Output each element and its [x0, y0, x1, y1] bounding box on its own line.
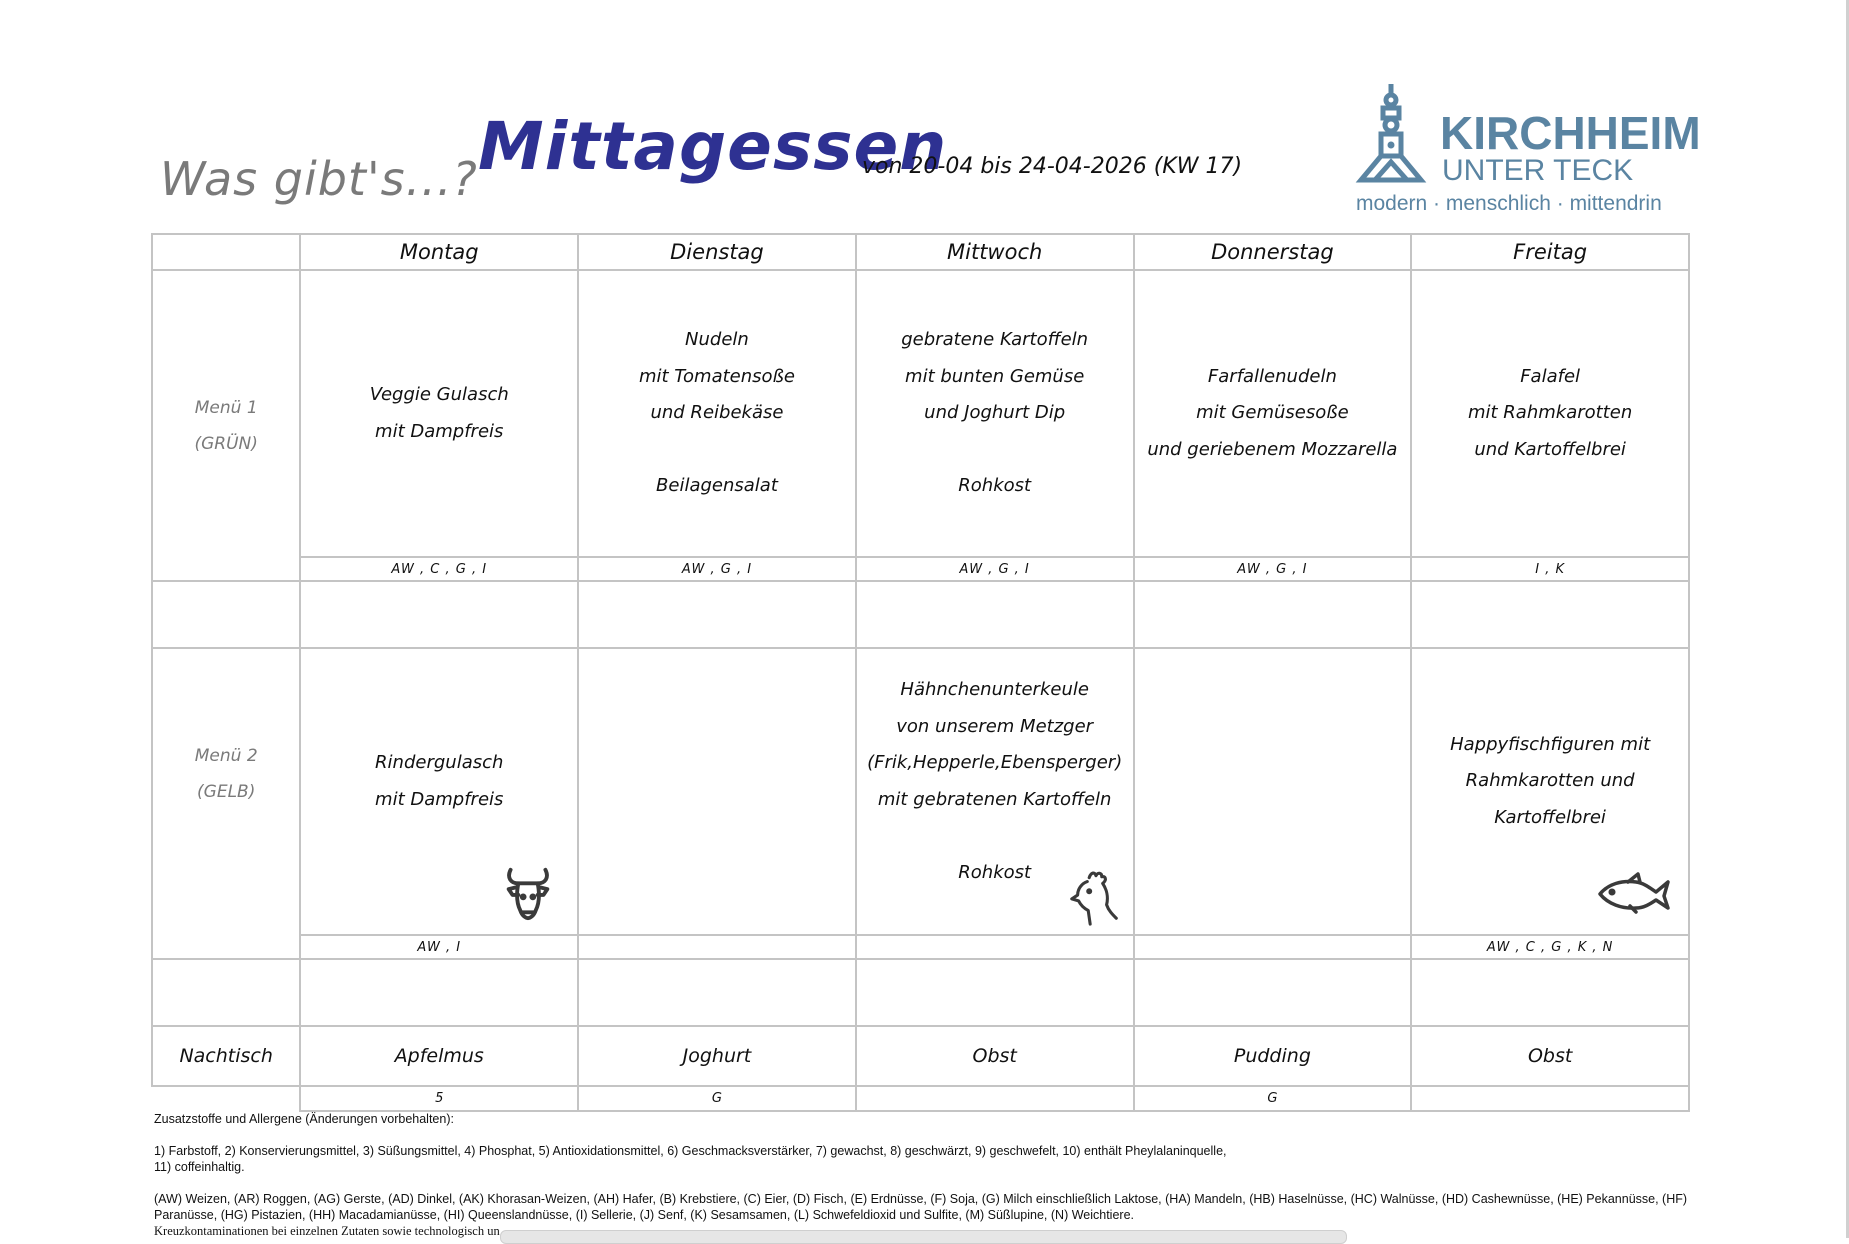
day-header-dienstag: Dienstag	[578, 234, 856, 270]
fish-icon	[1596, 872, 1672, 914]
logo-unter-teck: UNTER TECK	[1442, 154, 1634, 187]
allergens-donnerstag	[1134, 935, 1412, 959]
dish-line: mit Rahmkarotten	[1467, 402, 1633, 424]
dessert-mittwoch: Obst	[856, 1026, 1134, 1086]
page-title: Mittagessen	[478, 108, 948, 185]
weekly-menu-table	[151, 233, 1690, 1112]
dessert-label: Nachtisch	[152, 1026, 300, 1086]
dish-line: von unserem Metzger	[896, 715, 1094, 737]
empty-cell	[152, 1086, 300, 1111]
menu1-row	[152, 270, 1689, 557]
dessert-donnerstag: Pudding	[1134, 1026, 1412, 1086]
menu2-montag	[300, 648, 578, 935]
dessert-allergen-row	[152, 1086, 1689, 1111]
menu1-allergen-row	[152, 557, 1689, 581]
dish-line: Happyfischfiguren mit	[1450, 733, 1651, 755]
dish-line: Hähnchenunterkeule	[900, 679, 1089, 700]
side-dish: Rohkost	[958, 861, 1032, 883]
additives-line-1: 1) Farbstoff, 2) Konservierungsmittel, 3) Süßungsmittel, 4) Phosphat, 5) Antioxidationsmittel, 6) Geschmacksverstärker, 7) gewachst, 8) geschwärzt, 9) geschwefelt, 10) enthält Pheylalaninquelle,	[154, 1144, 1227, 1158]
spacer-cell	[578, 959, 856, 1026]
dish-line: mit Dampfreis	[375, 420, 504, 442]
spacer-cell	[578, 581, 856, 648]
dessert-montag: Apfelmus	[300, 1026, 578, 1086]
allergens-donnerstag: AW , G , I	[1134, 557, 1412, 581]
dessert-row	[152, 1026, 1689, 1086]
logo-kirchheim: KIRCHHEIM	[1440, 107, 1701, 159]
dish-line: und geriebenem Mozzarella	[1147, 438, 1398, 460]
dish-line: mit Dampfreis	[375, 788, 504, 810]
spacer-cell	[856, 581, 1134, 648]
allergens-dienstag: AW , G , I	[578, 557, 856, 581]
dish-line: und Reibekäse	[650, 402, 784, 424]
dish-line: mit Gemüsesoße	[1196, 402, 1349, 424]
dish-line: mit Tomatensoße	[638, 365, 795, 387]
dish-line: gebratene Kartoffeln	[901, 329, 1089, 351]
menu2-label: Menü 2	[194, 745, 258, 766]
dish-line: Falafel	[1520, 365, 1581, 387]
dish-line-gap	[857, 818, 1133, 855]
dish-line: Farfallenudeln	[1207, 365, 1337, 387]
cross-contamination-note: Kreuzkontaminationen bei einzelnen Zutaten sowie technologisch un	[154, 1224, 500, 1238]
header-empty-cell	[152, 234, 300, 270]
spacer-cell	[1134, 581, 1412, 648]
logo-tagline: modern · menschlich · mittendrin	[1356, 192, 1662, 215]
dish-line: Nudeln	[685, 329, 749, 351]
allergens-line-1: (AW) Weizen, (AR) Roggen, (AG) Gerste, (AD) Dinkel, (AK) Khorasan-Weizen, (AH) Hafer, (B) Krebstiere, (C) Eier, (D) Fisch, (E) Erdnüsse, (F) Soja, (G) Milch einschließlich Laktose, (HA) Mandeln, (HB) Haselnüsse, (HC) Walnüsse, (HD) Cashewnüsse, (HE) Pekannüsse, (HF)	[154, 1192, 1688, 1206]
menu1-label-cell	[152, 270, 300, 581]
menu2-dienstag	[578, 648, 856, 935]
dish-line-gap	[579, 432, 855, 469]
menu1-label: Menü 1	[194, 397, 258, 418]
dish-line: Rahmkarotten und	[1465, 770, 1635, 792]
menu1-mittwoch	[856, 270, 1134, 557]
menu2-donnerstag	[1134, 648, 1412, 935]
dessert-freitag: Obst	[1411, 1026, 1689, 1086]
menu1-montag	[300, 270, 578, 557]
allergens-dienstag: G	[578, 1086, 856, 1111]
dessert-dienstag: Joghurt	[578, 1026, 856, 1086]
spacer-cell	[152, 581, 300, 648]
allergens-mittwoch	[856, 1086, 1134, 1111]
day-header-montag: Montag	[300, 234, 578, 270]
date-range: von 20-04 bis 24-04-2026 (KW 17)	[862, 154, 1243, 179]
allergens-freitag: I , K	[1411, 557, 1689, 581]
horizontal-scrollbar[interactable]	[500, 1230, 1347, 1244]
menu1-color: (GRÜN)	[194, 433, 258, 454]
spacer-cell	[1134, 959, 1412, 1026]
menu2-row	[152, 648, 1689, 935]
legend-heading: Zusatzstoffe und Allergene (Änderungen vorbehalten):	[154, 1112, 454, 1126]
dish-line: Veggie Gulasch	[369, 384, 509, 405]
dish-line: mit gebratenen Kartoffeln	[877, 788, 1112, 810]
spacer-row	[152, 581, 1689, 648]
spacer-cell	[856, 959, 1134, 1026]
menu2-freitag	[1411, 648, 1689, 935]
dish-line: (Frik,Hepperle,Ebensperger)	[867, 752, 1123, 773]
church-tower-icon	[1355, 82, 1427, 184]
allergens-donnerstag: G	[1134, 1086, 1412, 1111]
allergens-line-2: Paranüsse, (HG) Pistazien, (HH) Macadamianüsse, (HI) Queenslandnüsse, (I) Sellerie, (J) Senf, (K) Sesamsamen, (L) Schwefeldioxid und Sulfite, (M) Süßlupine, (N) Weichtiere.	[154, 1208, 1134, 1222]
allergens-mittwoch: AW , G , I	[856, 557, 1134, 581]
menu2-label-cell	[152, 648, 300, 959]
day-header-freitag: Freitag	[1411, 234, 1689, 270]
allergens-freitag	[1411, 1086, 1689, 1111]
spacer-row	[152, 959, 1689, 1026]
spacer-cell	[152, 959, 300, 1026]
dish-line: Rindergulasch	[375, 752, 504, 773]
menu2-allergen-row	[152, 935, 1689, 959]
dish-line: und Kartoffelbrei	[1474, 438, 1626, 460]
menu1-donnerstag	[1134, 270, 1412, 557]
dish-line-gap	[857, 432, 1133, 469]
spacer-cell	[1411, 959, 1689, 1026]
side-dish: Rohkost	[958, 475, 1032, 497]
day-header-donnerstag: Donnerstag	[1134, 234, 1412, 270]
allergens-freitag: AW , C , G , K , N	[1411, 935, 1689, 959]
side-dish: Beilagensalat	[656, 475, 778, 497]
allergens-dienstag	[578, 935, 856, 959]
tagline-was-gibts: Was gibt's...?	[160, 152, 478, 206]
allergens-montag: AW , C , G , I	[300, 557, 578, 581]
spacer-cell	[300, 581, 578, 648]
day-header-row	[152, 234, 1689, 270]
dish-line: Kartoffelbrei	[1494, 806, 1606, 828]
additives-line-2: 11) coffeinhaltig.	[154, 1160, 245, 1174]
menu2-mittwoch	[856, 648, 1134, 935]
menu1-dienstag	[578, 270, 856, 557]
allergens-montag: AW , I	[300, 935, 578, 959]
dish-line: mit bunten Gemüse	[905, 365, 1085, 387]
allergen-legend	[154, 1111, 1694, 1239]
kirchheim-logo	[1355, 82, 1701, 222]
menu2-color: (GELB)	[197, 781, 256, 802]
allergens-mittwoch	[856, 935, 1134, 959]
menu1-freitag	[1411, 270, 1689, 557]
day-header-mittwoch: Mittwoch	[856, 234, 1134, 270]
cow-icon	[499, 864, 557, 922]
dish-line: und Joghurt Dip	[924, 402, 1066, 424]
spacer-cell	[1411, 581, 1689, 648]
allergens-montag: 5	[300, 1086, 578, 1111]
spacer-cell	[300, 959, 578, 1026]
chicken-icon	[1069, 868, 1121, 926]
